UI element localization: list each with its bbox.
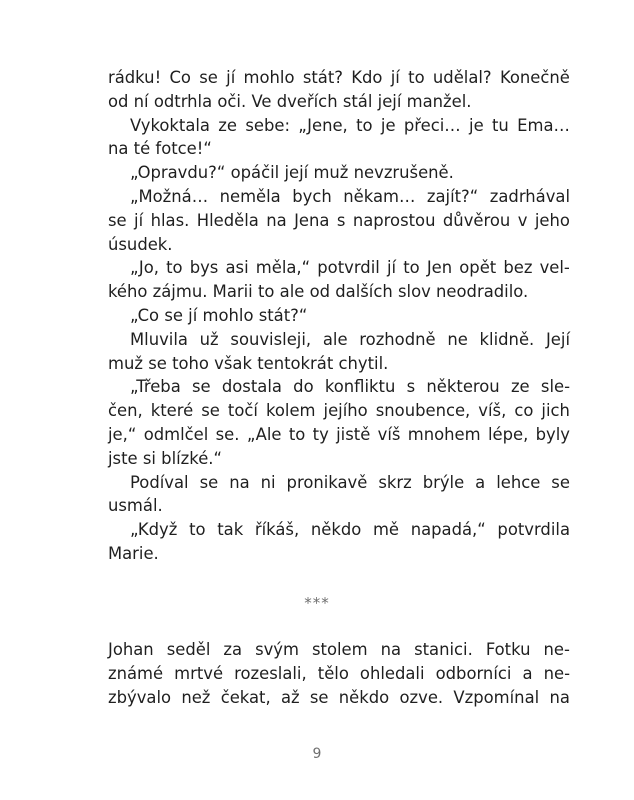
page-number: 9 — [312, 746, 322, 762]
text-line: známé mrtvé rozeslali, tělo ohledali odborníci a ne- — [108, 663, 570, 683]
text-line: „Třeba se dostala do konfliktu s některou ze sle- — [130, 377, 570, 397]
text-line: se jí hlas. Hleděla na Jena s naprostou důvěrou v jeho — [108, 210, 570, 230]
text-line: Johan seděl za svým stolem na stanici. Fotku ne- — [108, 640, 570, 659]
text-line: čen, které se točí kolem jejího snoubence, víš, co jich — [108, 401, 570, 421]
text-line: je,“ odmlčel se. „Ale to ty jistě víš mnohem lépe, byly — [108, 424, 570, 444]
text-line: úsudek. — [108, 234, 173, 254]
text-line: zbývalo než čekat, až se někdo ozve. Vzpomínal na — [108, 687, 570, 707]
text-line: Mluvila už souvisleji, ale rozhodně ne klidně. Její — [130, 329, 570, 349]
text-block-top — [108, 66, 570, 566]
text-line: muž se toho však tentokrát chytil. — [108, 353, 389, 373]
text-line: Vykoktala ze sebe: „Jene, to je přeci… je tu Ema… — [130, 115, 570, 135]
text-line: na té fotce!“ — [108, 139, 212, 159]
text-line: jste si blízké.“ — [108, 448, 222, 468]
text-line: Podíval se na ni pronikavě skrz brýle a lehce se — [130, 472, 570, 492]
text-line: „Když to tak říkáš, někdo mě napadá,“ potvrdila — [130, 520, 570, 540]
section-separator: *** — [304, 594, 330, 612]
text-line: od ní odtrhla oči. Ve dveřích stál její manžel. — [108, 91, 472, 111]
text-line: „Jo, to bys asi měla,“ potvrdil jí to Jen opět bez vel- — [130, 258, 570, 278]
text-line: kého zájmu. Marii to ale od dalších slov neodradilo. — [108, 282, 529, 302]
text-line: „Co se jí mohlo stát?“ — [130, 305, 308, 325]
text-line: „Možná… neměla bych někam… zajít?“ zadrhával — [130, 186, 570, 206]
text-line: rádku! Co se jí mohlo stát? Kdo jí to udělal? Konečně — [108, 68, 570, 87]
text-line: usmál. — [108, 496, 163, 516]
text-line: Marie. — [108, 543, 159, 563]
text-block-bottom — [108, 638, 570, 709]
text-line: „Opravdu?“ opáčil její muž nevzrušeně. — [130, 163, 454, 183]
